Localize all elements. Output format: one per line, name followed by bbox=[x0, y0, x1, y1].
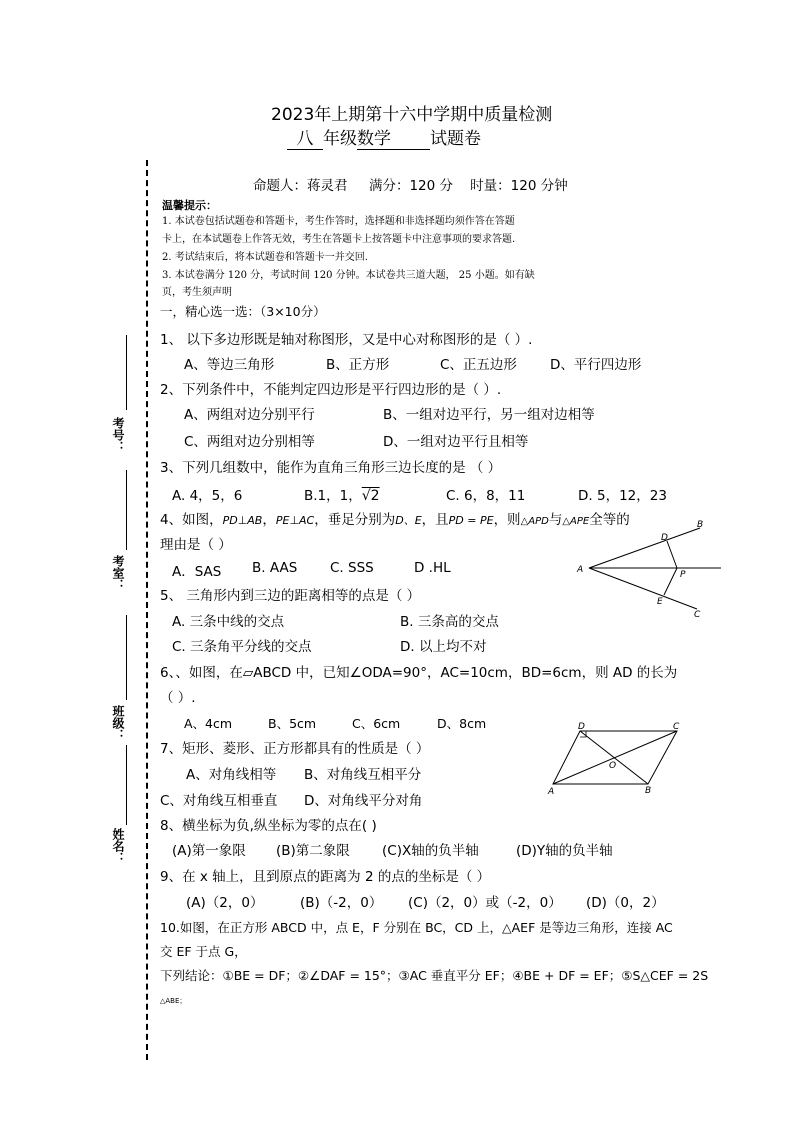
q3-option-c: C. 6，8，11 bbox=[446, 488, 526, 504]
q4-text: 全等的 bbox=[589, 512, 630, 528]
q5-stem: 5、 三角形内到三边的距离相等的点是（ ） bbox=[160, 588, 421, 604]
q2-option-a: A、两组对边分别平行 bbox=[184, 407, 315, 423]
exam-no-blank bbox=[126, 335, 127, 410]
fig2-label-a: A bbox=[548, 787, 555, 797]
notice-line: 3. 本试卷满分 120 分，考试时间 120 分钟。本试卷共三道大题， 25 小题。如有缺 bbox=[162, 270, 535, 281]
fig2-label-d: D bbox=[578, 722, 585, 732]
q4-triangle-2: △APE bbox=[562, 516, 590, 527]
fig1-label-d: D bbox=[661, 533, 668, 543]
q6-option-c: C、6cm bbox=[352, 716, 401, 731]
q4-cond2: PE⊥AC bbox=[275, 514, 315, 527]
fig1-label-e: E bbox=[657, 597, 663, 607]
notice-heading: 温馨提示： bbox=[162, 199, 217, 212]
q4-points: D、E bbox=[395, 514, 422, 527]
q6-stem: 6、、如图，在▱ABCD 中，已知∠ODA=90°，AC=10cm，BD=6cm，则 AD 的长为 bbox=[160, 665, 678, 681]
fig2-label-c: C bbox=[673, 722, 680, 732]
fig1-label-p: P bbox=[680, 570, 686, 580]
q9-option-c: (C)（2，0）或（-2，0） bbox=[408, 895, 562, 911]
q2-option-b: B、一组对边平行，另一组对边相等 bbox=[383, 407, 595, 423]
q4-text: ，则 bbox=[493, 512, 521, 528]
paper-subtitle bbox=[287, 124, 481, 150]
notice-line: 2. 考试结束后，将本试题卷和答题卡一并交回. bbox=[162, 252, 368, 263]
q8-option-d: (D)Y轴的负半轴 bbox=[516, 843, 613, 859]
fig2-label-o: O bbox=[609, 761, 617, 771]
fig1-label-c: C bbox=[694, 610, 701, 620]
q10-line3: 下列结论：①BE = DF；②∠DAF = 15°；③AC 垂直平分 EF；④BE + DF = EF；⑤S△CEF = 2S bbox=[160, 968, 709, 983]
q6-option-b: B、5cm bbox=[268, 716, 317, 731]
q8-option-a: (A)第一象限 bbox=[172, 843, 246, 859]
q6-option-d: D、8cm bbox=[437, 716, 487, 731]
q2-stem: 2、下列条件中，不能判定四边形是平行四边形的是（ ）. bbox=[160, 382, 502, 398]
fig1-label-b: B bbox=[697, 520, 704, 530]
q4-text: ，垂足分别为 bbox=[314, 512, 396, 528]
grade-value: 八 bbox=[287, 124, 323, 150]
q4-text: 与 bbox=[548, 512, 563, 528]
paper-label: 试题卷 bbox=[430, 129, 481, 149]
q9-option-a: (A)（2，0） bbox=[186, 895, 264, 911]
class-blank bbox=[126, 615, 127, 700]
binding-dashed-line bbox=[146, 160, 148, 1060]
q4-equation: PD = PE bbox=[448, 514, 494, 527]
q4-stem bbox=[160, 508, 630, 528]
q5-option-c: C. 三条角平分线的交点 bbox=[172, 639, 312, 655]
section-heading: 一，精心选一选：（3×10分） bbox=[160, 304, 326, 319]
q7-stem: 7、矩形、菱形、正方形都具有的性质是（ ） bbox=[160, 741, 430, 757]
q3-option-a: A. 4，5，6 bbox=[172, 488, 243, 504]
q7-option-d: D、对角线平分对角 bbox=[304, 793, 423, 809]
exam-no-label: 考号： bbox=[111, 417, 125, 453]
q7-option-a: A、对角线相等 bbox=[186, 767, 277, 783]
page-title: 2023年上期第十六中学期中质量检测 bbox=[271, 105, 553, 125]
q4-triangle-1: △APD bbox=[520, 516, 549, 527]
q4-line2: 理由是（ ） bbox=[160, 537, 232, 553]
q4-text: ， bbox=[262, 512, 276, 528]
name-blank bbox=[126, 745, 127, 825]
q2-option-c: C、两组对边分别相等 bbox=[184, 434, 315, 450]
q9-option-d: (D)（0，2） bbox=[586, 895, 665, 911]
q8-stem: 8、横坐标为负,纵坐标为零的点在( ) bbox=[160, 818, 377, 834]
q1-option-d: D、平行四边形 bbox=[550, 357, 642, 373]
sqrt2-expression: √2 bbox=[361, 488, 380, 504]
notice-line: 1. 本试卷包括试题卷和答题卡，考生作答时，选择题和非选择题均须作答在答题 bbox=[162, 216, 515, 227]
room-label: 考室： bbox=[111, 555, 125, 591]
q4-option-d: D .HL bbox=[414, 560, 451, 576]
q10-line2: 交 EF 于点 G， bbox=[160, 944, 247, 959]
q4-cond1: PD⊥AB bbox=[222, 514, 263, 527]
q9-stem: 9、在 x 轴上，且到原点的距离为 2 的点的坐标是（ ） bbox=[160, 869, 491, 885]
name-label: 姓名： bbox=[111, 828, 125, 864]
room-blank bbox=[126, 470, 127, 550]
q5-option-d: D. 以上均不对 bbox=[400, 639, 487, 655]
q2-option-d: D、一组对边平行且相等 bbox=[383, 434, 529, 450]
q1-stem: 1、 以下多边形既是轴对称图形，又是中心对称图形的是（ ）. bbox=[160, 332, 533, 348]
q3-option-b-label: B.1，1， bbox=[304, 488, 362, 504]
q8-option-b: (B)第二象限 bbox=[276, 843, 350, 859]
fig1-label-a: A bbox=[577, 565, 584, 575]
notice-line: 卡上，在本试题卷上作答无效，考生在答题卡上按答题卡中注意事项的要求答题. bbox=[162, 234, 516, 245]
q5-option-b: B. 三条高的交点 bbox=[400, 614, 499, 630]
q10-line4: △ABE； bbox=[160, 997, 187, 1005]
q1-option-a: A、等边三角形 bbox=[184, 357, 275, 373]
figure-angle-bisector bbox=[575, 515, 725, 620]
subject-value: 数学 bbox=[357, 124, 430, 150]
q8-option-c: (C)X轴的负半轴 bbox=[382, 843, 479, 859]
figure-parallelogram bbox=[540, 720, 690, 798]
q7-option-b: B、对角线互相平分 bbox=[304, 767, 422, 783]
exam-info: 命题人：蒋灵君 满分：120 分 时量：120 分钟 bbox=[253, 178, 568, 194]
q10-line1: 10.如图，在正方形 ABCD 中，点 E，F 分别在 BC，CD 上，△AEF 是等边三角形，连接 AC bbox=[160, 920, 673, 935]
q3-stem: 3、下列几组数中，能作为直角三角形三边长度的是 （ ） bbox=[160, 460, 502, 476]
q3-option-b bbox=[304, 484, 380, 504]
q4-option-b: B. AAS bbox=[252, 560, 298, 576]
q1-option-b: B、正方形 bbox=[326, 357, 390, 373]
q6-option-a: A、4cm bbox=[184, 716, 233, 731]
q4-text: 4、如图， bbox=[160, 512, 223, 528]
q4-text: ，且 bbox=[421, 512, 449, 528]
fig2-label-b: B bbox=[645, 786, 652, 796]
q9-option-b: (B)（-2，0） bbox=[300, 895, 383, 911]
notice-line: 页，考生须声明 bbox=[162, 287, 232, 298]
q4-option-a: A．SAS bbox=[172, 564, 222, 580]
q1-option-c: C、正五边形 bbox=[440, 357, 517, 373]
q4-option-c: C. SSS bbox=[330, 560, 374, 576]
q5-option-a: A. 三条中线的交点 bbox=[172, 614, 285, 630]
q6-line2: （ ）. bbox=[160, 690, 196, 706]
q3-option-d: D. 5，12，23 bbox=[578, 488, 667, 504]
class-label: 班级： bbox=[111, 705, 125, 741]
q7-option-c: C、对角线互相垂直 bbox=[160, 793, 278, 809]
grade-suffix: 年级 bbox=[323, 129, 357, 149]
